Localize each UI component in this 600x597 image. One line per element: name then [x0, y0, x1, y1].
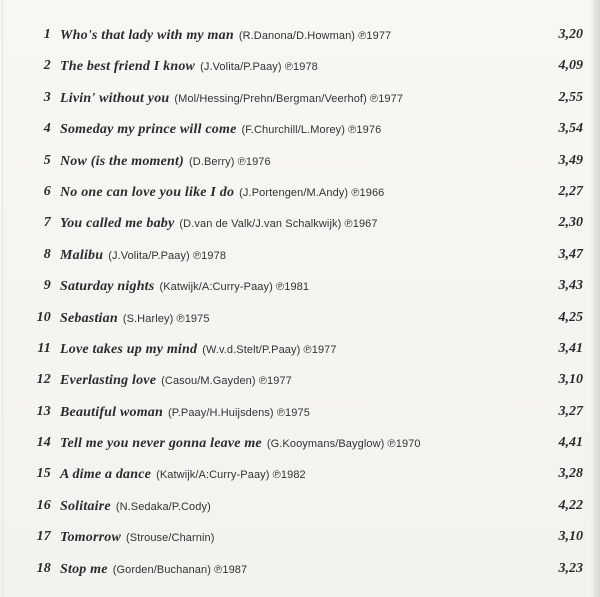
track-credit: (J.Volita/P.Paay) ℗1978: [108, 249, 227, 262]
track-number: 16: [36, 497, 51, 513]
track-duration: 4,25: [558, 309, 583, 325]
track-title: A dime a dance: [60, 467, 152, 483]
track-credit: (D.van de Valk/J.van Schalkwijk) ℗1967: [179, 218, 378, 231]
track-row: [0, 19, 600, 50]
track-row: [0, 302, 600, 333]
track-title: Malibu: [60, 247, 104, 263]
track-number: 3: [43, 89, 51, 105]
track-title: Solitaire: [60, 498, 111, 514]
track-title: Saturday nights: [60, 279, 155, 295]
track-title: The best friend I know: [60, 59, 196, 75]
track-duration: 3,28: [558, 466, 583, 482]
track-credit: (Katwijk/A:Curry-Paay) ℗1981: [159, 281, 310, 294]
track-number: 13: [36, 403, 51, 419]
track-title: Beautiful woman: [60, 404, 163, 420]
track-number: 9: [43, 278, 51, 294]
track-row: [0, 145, 600, 176]
track-row: [0, 82, 600, 113]
track-number: 12: [36, 372, 51, 388]
track-number: 1: [43, 27, 51, 42]
track-title: Tell me you never gonna leave me: [60, 436, 262, 452]
track-row: [0, 176, 600, 207]
track-duration: 2,30: [558, 215, 583, 231]
track-row: [0, 364, 600, 395]
track-title: Sebastian: [60, 310, 118, 326]
track-number: 15: [36, 466, 51, 482]
track-credit: (W.v.d.Stelt/P.Paay) ℗1977: [202, 343, 337, 356]
track-credit: (S.Harley) ℗1975: [122, 312, 210, 325]
track-title: You called me baby: [60, 216, 175, 232]
track-row: [0, 333, 600, 364]
track-title: Stop me: [60, 561, 108, 577]
track-number: 10: [36, 309, 51, 325]
track-duration: 3,41: [558, 340, 583, 356]
track-title: Tomorrow: [60, 530, 121, 546]
track-duration: 2,55: [558, 89, 583, 105]
track-duration: 3,27: [558, 403, 583, 419]
track-duration: 3,47: [558, 246, 583, 262]
track-title: Who's that lady with my man: [60, 28, 234, 43]
track-number: 14: [36, 435, 51, 451]
track-list: [0, 19, 600, 584]
track-credit: (N.Sedaka/P.Cody): [115, 500, 211, 513]
track-duration: 3,10: [558, 529, 583, 545]
track-row: [0, 396, 600, 427]
track-credit: (F.Churchill/L.Morey) ℗1976: [241, 124, 382, 137]
track-row: [0, 50, 600, 81]
track-row: [0, 458, 600, 489]
track-credit: (Mol/Hessing/Prehn/Bergman/Veerhof) ℗1977: [174, 92, 404, 105]
track-title: Now (is the moment): [60, 153, 184, 169]
track-number: 2: [43, 58, 51, 74]
track-row: [0, 490, 600, 521]
track-duration: 3,20: [558, 27, 583, 42]
track-row: [0, 427, 600, 458]
track-credit: (Gorden/Buchanan) ℗1987: [112, 563, 248, 576]
track-title: Livin' without you: [60, 90, 170, 106]
track-title: Everlasting love: [60, 373, 157, 389]
track-duration: 3,10: [558, 372, 583, 388]
track-number: 4: [43, 121, 51, 137]
track-credit: (G.Kooymans/Bayglow) ℗1970: [266, 438, 421, 451]
track-title: No one can love you like I do: [60, 184, 235, 200]
track-credit: (P.Paay/H.Huijsdens) ℗1975: [167, 406, 310, 419]
track-number: 17: [36, 529, 51, 545]
track-duration: 3,43: [558, 278, 583, 294]
track-number: 7: [43, 215, 51, 231]
track-credit: (J.Volita/P.Paay) ℗1978: [200, 61, 318, 74]
track-row: [0, 239, 600, 270]
track-credit: (Casou/M.Gayden) ℗1977: [161, 375, 292, 388]
track-credit: (R.Danona/D.Howman) ℗1977: [238, 30, 392, 42]
track-duration: 3,49: [558, 152, 583, 168]
track-duration: 4,41: [558, 435, 583, 451]
track-number: 6: [43, 183, 51, 199]
track-row: [0, 553, 600, 584]
track-duration: 3,54: [558, 121, 583, 137]
track-number: 18: [36, 560, 51, 576]
track-duration: 4,09: [558, 58, 583, 74]
track-title: Someday my prince will come: [60, 122, 237, 138]
track-credit: (Strouse/Charnin): [126, 532, 215, 545]
track-row: [0, 270, 600, 301]
track-credit: (Katwijk/A:Curry-Paay) ℗1982: [156, 469, 306, 482]
track-credit: (J.Portengen/M.Andy) ℗1966: [239, 186, 385, 199]
track-duration: 4,22: [558, 497, 583, 513]
track-row: [0, 113, 600, 144]
track-row: [0, 521, 600, 552]
track-row: [0, 207, 600, 238]
track-number: 5: [43, 152, 51, 168]
track-duration: 2,27: [558, 183, 583, 199]
track-duration: 3,23: [558, 560, 583, 576]
track-number: 11: [37, 340, 51, 356]
track-number: 8: [43, 246, 51, 262]
track-credit: (D.Berry) ℗1976: [188, 155, 271, 168]
track-title: Love takes up my mind: [60, 341, 198, 357]
